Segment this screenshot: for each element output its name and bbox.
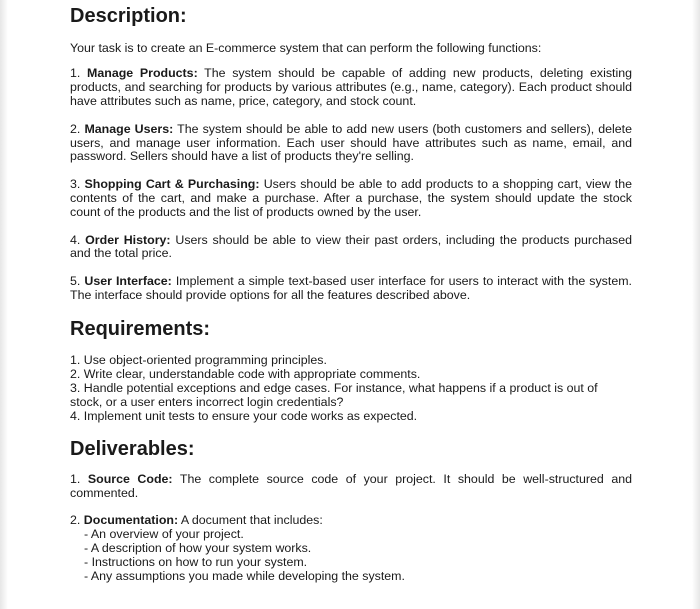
deliverables-heading: Deliverables: [70,437,195,460]
documentation-subitem: - A description of how your system works. [84,540,312,555]
description-heading: Description: [70,5,187,27]
item-text: The complete source code of your project. It should be well-structured and commented. [70,471,632,500]
item-text: Users should be able to view their past orders, including the products purchased and the total price. [70,232,632,261]
requirement-item: 1. Use object-oriented programming principles. [70,352,327,367]
item-number: 2. [70,513,81,528]
item-title: Shopping Cart & Purchasing: [84,177,260,192]
item-title: Documentation: [83,513,179,528]
documentation-subitem: - Instructions on how to run your system. [84,554,308,569]
page-shadow-left [0,0,8,609]
requirement-item: 3. Handle potential exceptions and edge cases. For instance, what happens if a product is out of stock, or a user enters incorrect login credentials? [70,380,598,409]
item-title: Order History: [85,232,171,247]
item-title: Source Code: [87,471,173,486]
deliverable-documentation [70,514,632,583]
documentation-subitem: - Any assumptions you made while developing the system. [84,568,405,583]
item-text: Implement a simple text-based user interface for users to interact with the system. The interface should provide options for all the features described above. [70,274,632,302]
requirement-item: 4. Implement unit tests to ensure your code works as expected. [70,408,418,423]
function-item-order-history [70,234,632,262]
requirement-item: 2. Write clear, understandable code with appropriate comments. [70,366,421,381]
item-number: 2. [70,121,81,136]
documentation-subitems [70,528,632,583]
item-number: 1. [70,471,81,486]
item-title: Manage Products: [87,66,198,81]
requirements-list [70,353,632,423]
function-item-manage-users [70,123,632,164]
function-item-manage-products [70,67,632,108]
item-text: Users should be able to add products to a shopping cart, view the contents of the cart, and make a purchase. After a purchase, the system should update the stock count of the products and the list of products owned by the user. [70,177,633,219]
function-item-shopping-cart [70,178,632,219]
function-item-user-interface [70,275,632,303]
item-title: Manage Users: [84,121,174,136]
document-content [70,4,632,583]
item-text: The system should be capable of adding new products, deleting existing products, and searching for products by various attributes (e.g., name, category). Each product should have attributes such as name, price, category, and stock count. [70,66,633,108]
requirements-heading: Requirements: [70,317,211,340]
item-number: 5. [70,274,81,289]
deliverable-source-code [70,473,632,501]
page-shadow-right [692,0,700,609]
item-number: 1. [70,66,81,81]
description-intro: Your task is to create an E-commerce system that can perform the following functions: [70,41,542,55]
item-text: A document that includes: [180,513,323,528]
item-title: User Interface: [84,274,172,289]
documentation-subitem: - An overview of your project. [84,527,244,542]
item-number: 4. [70,232,81,247]
item-text: The system should be able to add new users (both customers and sellers), delete users, and manage user information. Each user should have attributes such as name, email, and password. Sellers should have a list of products they're selling. [70,121,632,164]
item-number: 3. [70,177,81,192]
